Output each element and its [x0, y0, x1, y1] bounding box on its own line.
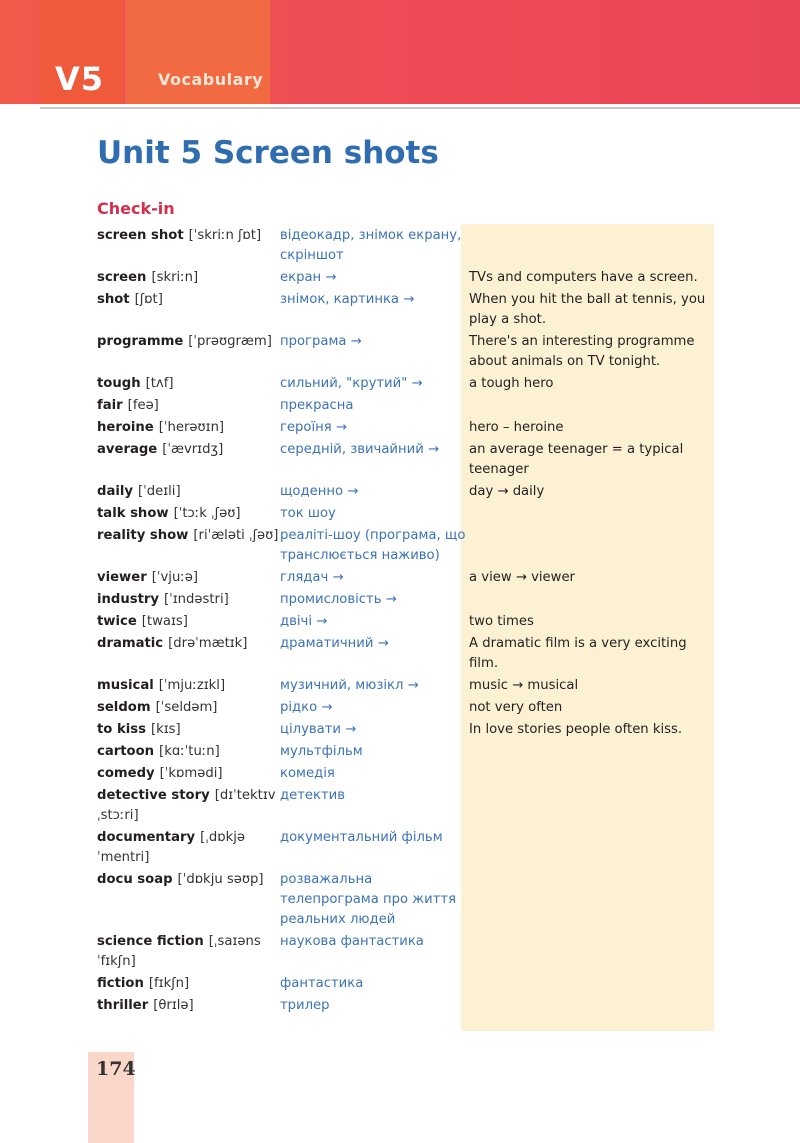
vocab-note: an average teenager = a typical teenager: [469, 442, 684, 477]
vocab-word: dramatic: [97, 636, 164, 651]
vocab-translation: документальний фільм: [280, 830, 443, 845]
vocab-word: to kiss: [97, 722, 146, 737]
vocab-term: [97, 290, 280, 310]
vocab-note: a view → viewer: [469, 570, 575, 585]
vocab-entry: [97, 568, 707, 588]
vocab-word: tough: [97, 376, 141, 391]
vocab-pronunciation: [ˈprəʊɡræm]: [188, 334, 272, 349]
vocab-entry: [97, 742, 707, 762]
vocab-pronunciation: [tʌf]: [145, 376, 174, 391]
vocab-term: [97, 634, 280, 654]
vocabulary-list: [97, 226, 707, 1018]
vocab-pronunciation: [ˈɪndəstri]: [164, 592, 229, 607]
vocab-word: science fiction: [97, 934, 204, 949]
vocab-entry: [97, 932, 707, 972]
vocab-term: [97, 932, 280, 972]
vocab-word: fiction: [97, 976, 144, 991]
vocab-note: In love stories people often kiss.: [469, 722, 683, 737]
vocab-pronunciation: [dɪˈtektɪv ˌstɔːri]: [97, 788, 276, 823]
vocab-entry: [97, 828, 707, 868]
vocab-translation: прекрасна: [280, 398, 354, 413]
vocab-entry: [97, 612, 707, 632]
vocab-term: [97, 568, 280, 588]
vocab-entry: [97, 440, 707, 480]
vocab-entry: [97, 332, 707, 372]
vocab-entry: [97, 482, 707, 502]
vocab-term: [97, 396, 280, 416]
vocab-note: not very often: [469, 700, 563, 715]
vocab-translation: двічі →: [280, 614, 328, 629]
vocab-term: [97, 974, 280, 994]
vocab-term: [97, 226, 280, 246]
vocab-pronunciation: [twaɪs]: [141, 614, 188, 629]
vocab-word: cartoon: [97, 744, 155, 759]
vocab-translation: ток шоу: [280, 506, 336, 521]
vocab-translation: екран →: [280, 270, 337, 285]
vocab-term: [97, 482, 280, 502]
vocab-translation: драматичний →: [280, 636, 389, 651]
vocab-term: [97, 870, 280, 890]
vocab-pronunciation: [ˈvjuːə]: [151, 570, 199, 585]
page-number: 174: [96, 1058, 136, 1080]
vocab-entry: [97, 764, 707, 784]
vocab-note: There's an interesting programme about animals on TV tonight.: [469, 334, 695, 369]
vocab-entry: [97, 374, 707, 394]
vocab-note: hero – heroine: [469, 420, 564, 435]
vocab-word: programme: [97, 334, 184, 349]
vocab-word: talk show: [97, 506, 169, 521]
vocab-word: detective story: [97, 788, 210, 803]
vocab-pronunciation: [ˈherəʊɪn]: [158, 420, 225, 435]
vocab-term: [97, 612, 280, 632]
vocab-term: [97, 332, 280, 352]
vocab-word: musical: [97, 678, 154, 693]
vocab-pronunciation: [ˌsaɪəns ˈfɪkʃn]: [97, 934, 261, 969]
vocab-note: a tough hero: [469, 376, 554, 391]
vocab-term: [97, 268, 280, 288]
vocab-pronunciation: [kɑːˈtuːn]: [159, 744, 220, 759]
vocab-note: day → daily: [469, 484, 545, 499]
vocab-translation: відеокадр, знімок екрану, скріншот: [280, 228, 462, 263]
vocab-pronunciation: [drəˈmætɪk]: [168, 636, 248, 651]
vocab-translation: рідко →: [280, 700, 333, 715]
vocab-term: [97, 676, 280, 696]
vocab-pronunciation: [skriːn]: [151, 270, 199, 285]
vocab-translation: наукова фантастика: [280, 934, 424, 949]
vocab-entry: [97, 786, 707, 826]
vocab-translation: мультфільм: [280, 744, 363, 759]
vocab-word: reality show: [97, 528, 189, 543]
vocab-entry: [97, 504, 707, 524]
vocab-word: seldom: [97, 700, 151, 715]
vocab-note: A dramatic film is a very exciting film.: [469, 636, 687, 671]
vocab-note: TVs and computers have a screen.: [469, 270, 698, 285]
vocab-word: daily: [97, 484, 133, 499]
vocab-translation: цілувати →: [280, 722, 357, 737]
vocab-term: [97, 374, 280, 394]
vocab-pronunciation: [θrɪlə]: [153, 998, 194, 1013]
vocab-entry: [97, 720, 707, 740]
vocab-pronunciation: [riˈæləti ˌʃəʊ]: [193, 528, 279, 543]
vocab-note: music → musical: [469, 678, 579, 693]
vocab-word: screen: [97, 270, 147, 285]
vocab-term: [97, 418, 280, 438]
vocab-translation: знімок, картинка →: [280, 292, 415, 307]
vocab-translation: реаліті-шоу (програма, що транслюється наживо): [280, 528, 466, 563]
vocab-word: average: [97, 442, 158, 457]
vocab-entry: [97, 634, 707, 674]
vocab-term: [97, 786, 280, 826]
vocab-translation: щоденно →: [280, 484, 359, 499]
vocab-pronunciation: [ˈmjuːzɪkl]: [158, 678, 226, 693]
vocab-translation: фантастика: [280, 976, 364, 991]
vocab-word: screen shot: [97, 228, 184, 243]
vocab-term: [97, 504, 280, 524]
vocab-word: comedy: [97, 766, 155, 781]
vocab-pronunciation: [feə]: [127, 398, 159, 413]
vocab-term: [97, 440, 280, 460]
vocab-entry: [97, 974, 707, 994]
vocab-word: twice: [97, 614, 137, 629]
section-heading: Check-in: [97, 199, 175, 218]
vocab-term: [97, 996, 280, 1016]
vocab-word: industry: [97, 592, 159, 607]
vocab-term: [97, 764, 280, 784]
vocab-pronunciation: [ˈkɒmədi]: [159, 766, 223, 781]
vocab-translation: комедія: [280, 766, 335, 781]
vocab-translation: глядач →: [280, 570, 344, 585]
vocab-entry: [97, 870, 707, 930]
vocab-translation: розважальна телепрограма про життя реальних людей: [280, 872, 457, 927]
vocab-entry: [97, 698, 707, 718]
vocab-translation: програма →: [280, 334, 362, 349]
vocab-pronunciation: [ˈseldəm]: [155, 700, 218, 715]
vocab-word: viewer: [97, 570, 147, 585]
vocab-entry: [97, 996, 707, 1016]
vocab-term: [97, 590, 280, 610]
vocab-pronunciation: [kɪs]: [150, 722, 181, 737]
vocab-translation: героїня →: [280, 420, 347, 435]
vocab-word: fair: [97, 398, 123, 413]
vocab-entry: [97, 290, 707, 330]
vocab-note: When you hit the ball at tennis, you play a shot.: [469, 292, 706, 327]
vocab-term: [97, 742, 280, 762]
vocab-translation: детектив: [280, 788, 346, 803]
vocab-term: [97, 720, 280, 740]
vocab-entry: [97, 396, 707, 416]
page-title: Unit 5 Screen shots: [97, 135, 439, 171]
vocab-pronunciation: [ˈskriːn ʃɒt]: [188, 228, 262, 243]
vocab-pronunciation: [ˈævrɪdʒ]: [162, 442, 224, 457]
vocab-term: [97, 698, 280, 718]
vocab-term: [97, 828, 280, 868]
vocab-translation: сильний, "крутий" →: [280, 376, 423, 391]
vocab-entry: [97, 418, 707, 438]
vocab-word: heroine: [97, 420, 154, 435]
vocab-translation: промисловість →: [280, 592, 397, 607]
vocab-entry: [97, 268, 707, 288]
vocab-pronunciation: [ˌdɒkjəˈmentri]: [97, 830, 246, 865]
vocab-translation: музичний, мюзікл →: [280, 678, 419, 693]
section-label: Vocabulary: [158, 70, 264, 89]
vocab-translation: середній, звичайний →: [280, 442, 440, 457]
vocab-entry: [97, 526, 707, 566]
vocab-pronunciation: [ˈdɒkju səʊp]: [177, 872, 264, 887]
vocab-pronunciation: [ˈtɔːk ˌʃəʊ]: [173, 506, 241, 521]
vocab-pronunciation: [ʃɒt]: [134, 292, 163, 307]
vocab-word: docu soap: [97, 872, 173, 887]
vocab-translation: трилер: [280, 998, 330, 1013]
vocab-entry: [97, 676, 707, 696]
vocab-note: two times: [469, 614, 534, 629]
vocab-entry: [97, 590, 707, 610]
vocab-word: documentary: [97, 830, 196, 845]
vocab-term: [97, 526, 280, 546]
vocab-pronunciation: [ˈdeɪli]: [137, 484, 181, 499]
header-divider: [40, 107, 800, 109]
vocab-entry: [97, 226, 707, 266]
vocab-word: shot: [97, 292, 130, 307]
vocab-pronunciation: [fɪkʃn]: [148, 976, 190, 991]
vocab-word: thriller: [97, 998, 149, 1013]
unit-code: V5: [55, 60, 105, 98]
